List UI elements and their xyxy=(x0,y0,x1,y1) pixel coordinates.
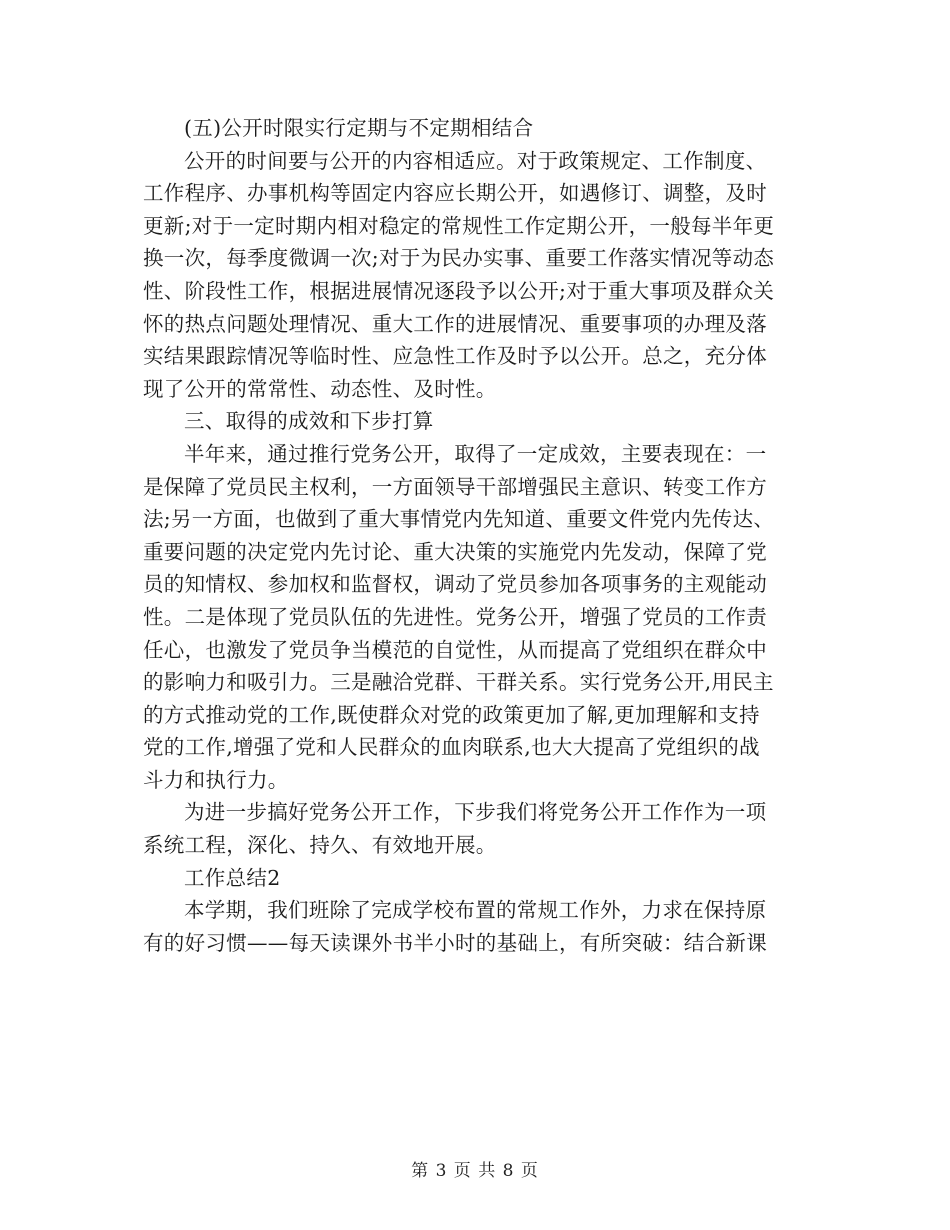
page-number-footer xyxy=(0,1156,950,1181)
paragraph-line: 员的知情权、参加权和监督权，调动了党员参加各项事务的主观能动 xyxy=(143,572,767,597)
paragraph-line: 党的工作,增强了党和人民群众的血肉联系,也大大提高了党组织的战 xyxy=(143,735,760,760)
paragraph-line: 是保障了党员民主权利，一方面领导干部增强民主意识、转变工作方 xyxy=(143,474,767,499)
paragraph-line: 现了公开的常常性、动态性、及时性。 xyxy=(143,376,497,401)
paragraph-line: 的方式推动党的工作,既使群众对党的政策更加了解,更加理解和支持 xyxy=(143,702,760,727)
paragraph-next-steps xyxy=(143,796,813,861)
paragraph-line: 重要问题的决定党内先讨论、重大决策的实施党内先发动，保障了党 xyxy=(143,539,767,564)
paragraph-line: 为进一步搞好党务公开工作，下步我们将党务公开工作作为一项 xyxy=(184,800,767,825)
paragraph-line: 性、阶段性工作，根据进展情况逐段予以公开;对于重大事项及群众关 xyxy=(143,278,775,303)
paragraph-line: 半年来，通过推行党务公开，取得了一定成效，主要表现在：一 xyxy=(184,441,767,466)
heading-text: 三、取得的成效和下步打算 xyxy=(184,409,434,434)
paragraph-line: 本学期，我们班除了完成学校布置的常规工作外，力求在保持原 xyxy=(184,898,767,923)
paragraph-line: 系统工程，深化、持久、有效地开展。 xyxy=(143,833,497,858)
section-heading-work-summary-2 xyxy=(143,862,813,895)
paragraph-results xyxy=(143,438,813,797)
paragraph-line: 斗力和执行力。 xyxy=(143,767,289,792)
paragraph-line: 工作程序、办事机构等固定内容应长期公开，如遇修订、调整，及时 xyxy=(143,181,767,206)
paragraph-line: 换一次，每季度微调一次;对于为民办实事、重要工作落实情况等动态 xyxy=(143,246,775,271)
heading-text: 工作总结2 xyxy=(184,865,281,890)
paragraph-line: 性。二是体现了党员队伍的先进性。党务公开，增强了党员的工作责 xyxy=(143,604,767,629)
paragraph-line: 有的好习惯——每天读课外书半小时的基础上，有所突破：结合新课 xyxy=(143,930,767,955)
document-body xyxy=(143,112,813,959)
paragraph-line: 公开的时间要与公开的内容相适应。对于政策规定、工作制度、 xyxy=(184,148,767,173)
paragraph-line: 怀的热点问题处理情况、重大工作的进展情况、重要事项的办理及落 xyxy=(143,311,767,336)
paragraph-line: 的影响力和吸引力。三是融洽党群、干群关系。实行党务公开,用民主 xyxy=(143,670,774,695)
paragraph-line: 更新;对于一定时期内相对稳定的常规性工作定期公开，一般每半年更 xyxy=(143,213,775,238)
section-heading-disclosure-timing xyxy=(143,112,813,145)
paragraph-disclosure-timing xyxy=(143,145,813,406)
paragraph-line: 任心，也激发了党员争当模范的自觉性，从而提高了党组织在群众中 xyxy=(143,637,767,662)
paragraph-line: 法;另一方面，也做到了重大事情党内先知道、重要文件党内先传达、 xyxy=(143,507,775,532)
paragraph-line: 实结果跟踪情况等临时性、应急性工作及时予以公开。总之，充分体 xyxy=(143,344,767,369)
paragraph-semester xyxy=(143,894,813,959)
section-heading-results-and-plans xyxy=(143,405,813,438)
page-number-text: 第 3 页 共 8 页 xyxy=(411,1161,539,1181)
heading-text: (五)公开时限实行定期与不定期相结合 xyxy=(184,116,534,140)
